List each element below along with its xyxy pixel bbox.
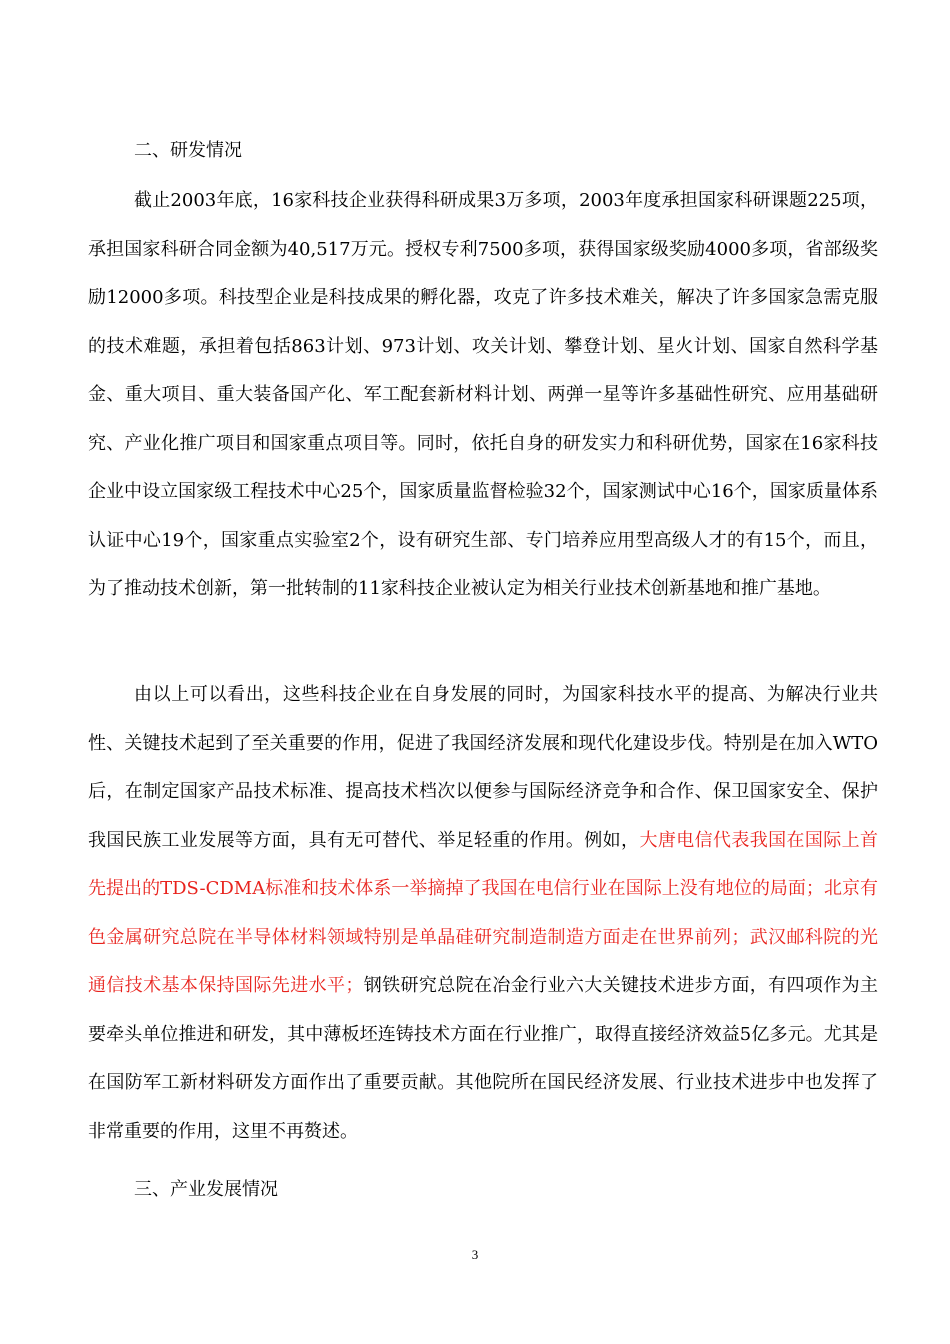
page-number: 3 — [471, 1247, 479, 1262]
section-heading-industry: 三、产业发展情况 — [134, 1179, 278, 1200]
paragraph-contributions — [88, 671, 878, 1156]
paragraph-research-results: 截止2003年底，16家科技企业获得科研成果3万多项，2003年度承担国家科研课题225项，承担国家科研合同金额为40,517万元。授权专利7500多项，获得国家级奖励4000多项，省部级奖励12000多项。科技型企业是科技成果的孵化器，攻克了许多技术难关，解决了许多国家急需克服的技术难题，承担着包括863计划、973计划、攻关计划、攀登计划、星火计划、国家自然科学基金、重大项目、重大装备国产化、军工配套新材料计划、两弹一星等许多基础性研究、应用基础研究、产业化推广项目和国家重点项目等。同时，依托自身的研发实力和科研优势，国家在16家科技企业中设立国家级工程技术中心25个，国家质量监督检验32个，国家测试中心16个，国家质量体系认证中心19个，国家重点实验室2个，设有研究生部、专门培养应用型高级人才的有15个，而且，为了推动技术创新，第一批转制的11家科技企业被认定为相关行业技术创新基地和推广基地。 — [88, 190, 878, 599]
paragraph-text-intro: 由以上可以看出，这些科技企业在自身发展的同时，为国家科技水平的提高、为解决行业共性、关键技术起到了至关重要的作用，促进了我国经济发展和现代化建设步伐。特别是在加入WTO后，在制定国家产品技术标准、提高技术档次以便参与国际经济竞争和合作、保卫国家安全、保护我国民族工业发展等方面，具有无可替代、举足轻重的作用。例如， — [88, 684, 878, 851]
section-heading-research: 二、研发情况 — [134, 140, 242, 161]
highlighted-examples: 大唐电信代表我国在国际上首先提出的TDS-CDMA标准和技术体系一举摘掉了我国在电信行业在国际上没有地位的局面；北京有色金属研究总院在半导体材料领域特别是单晶硅研究制造制造方面走在世界前列；武汉邮科院的光通信技术基本保持国际先进水平； — [88, 829, 879, 996]
paragraph-text-continued: 钢铁研究总院在冶金行业六大关键技术进步方面，有四项作为主要牵头单位推进和研发，其中薄板坯连铸技术方面在行业推广，取得直接经济效益5亿多元。尤其是在国防军工新材料研发方面作出了重要贡献。其他院所在国民经济发展、行业技术进步中也发挥了非常重要的作用，这里不再赘述。 — [88, 975, 879, 1142]
